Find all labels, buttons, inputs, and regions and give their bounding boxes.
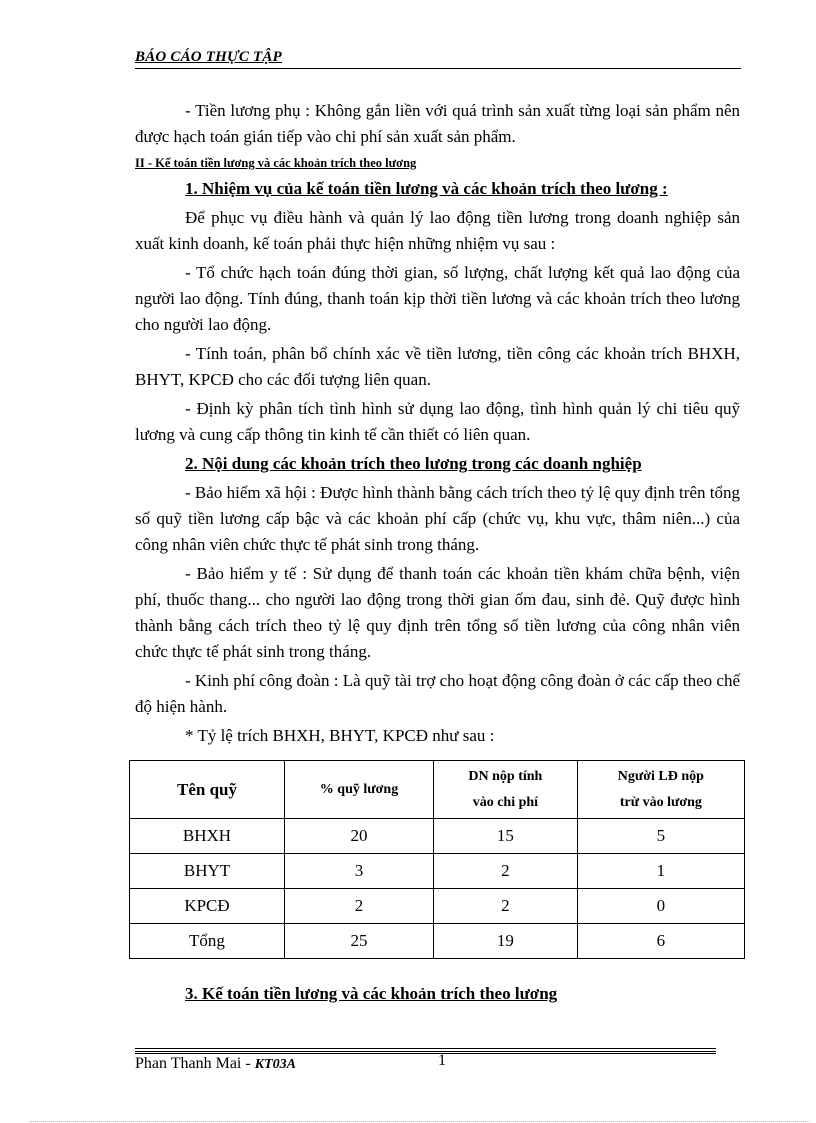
header-employee-pays [577, 761, 744, 819]
paragraph-duties-intro: Để phục vụ điều hành và quản lý lao động tiền lương trong doanh nghiệp sản xuất kinh doanh, kế toán phải thực hiện những nhiệm vụ sau : [135, 208, 740, 253]
cell-company-pays: 2 [434, 889, 578, 924]
cell-percent: 20 [285, 819, 434, 854]
cell-employee-pays: 5 [577, 819, 744, 854]
paragraph-secondary-wage: - Tiền lương phụ : Không gắn liền với quá trình sản xuất từng loại sản phẩm nên được hạch toán gián tiếp vào chi phí sản xuất sản phẩm. [135, 101, 740, 146]
footer-separator: - [241, 1055, 255, 1072]
table-row [130, 819, 745, 854]
cell-fund-name: BHXH [130, 819, 285, 854]
cell-employee-pays: 6 [577, 924, 744, 959]
cell-company-pays: 15 [434, 819, 578, 854]
table-row-total [130, 924, 745, 959]
report-title: BÁO CÁO THỰC TẬP [135, 49, 282, 65]
paragraph-duty-2: - Tính toán, phân bổ chính xác về tiền lương, tiền công các khoản trích BHXH, BHYT, KPCĐ cho các đối tượng liên quan. [135, 344, 740, 389]
header-company-pays [434, 761, 578, 819]
cell-percent: 25 [285, 924, 434, 959]
paragraph-rate-intro: * Tỷ lệ trích BHXH, BHYT, KPCĐ như sau : [185, 726, 495, 745]
cell-percent: 3 [285, 854, 434, 889]
footer-rule-line [135, 1053, 716, 1054]
header-fund-name: Tên quỹ [130, 761, 285, 819]
paragraph-health-insurance: - Bảo hiểm y tế : Sử dụng để thanh toán các khoản tiền khám chữa bệnh, viện phí, thuốc thang... cho người lao động trong thời gian ốm đau, sinh đẻ. Quỹ được hình thành bằng cách trích theo tỷ lệ quy định trên tổng số tiền lương của công nhân viên chức thực tế phát sinh trong tháng. [135, 564, 740, 661]
header-percent: % quỹ lương [285, 761, 434, 819]
cell-percent: 2 [285, 889, 434, 924]
table-row [130, 889, 745, 924]
header-employee-pays-line2: trừ vào lương [619, 794, 702, 810]
cell-employee-pays: 1 [577, 854, 744, 889]
table-row [130, 854, 745, 889]
footer-class: KT03A [254, 1057, 296, 1072]
heading-contents: 2. Nội dung các khoản trích theo lương trong các doanh nghiệp [185, 454, 642, 473]
cell-fund-name: BHYT [130, 854, 285, 889]
footer-rule [135, 1048, 716, 1054]
paragraph-duty-3: - Định kỳ phân tích tình hình sử dụng lao động, tình hình quản lý chi tiêu quỹ lương và cung cấp thông tin kinh tế cần thiết có liên quan. [135, 399, 740, 444]
paragraph-social-insurance: - Bảo hiểm xã hội : Được hình thành bằng cách trích theo tỷ lệ quy định trên tổng số quỹ tiền lương cấp bậc và các khoản phí cấp (chức vụ, khu vực, thâm niên...) của công nhân viên chức thực tế phát sinh trong tháng. [135, 483, 740, 554]
cell-company-pays: 2 [434, 854, 578, 889]
page-header [135, 48, 741, 69]
page-number: 1 [438, 1052, 446, 1069]
contribution-rate-table [129, 760, 745, 959]
footer-rule-line [135, 1048, 716, 1049]
header-company-pays-line2: vào chi phí [472, 794, 539, 810]
paragraph-duty-1: - Tổ chức hạch toán đúng thời gian, số lượng, chất lượng kết quả lao động của người lao động. Tính đúng, thanh toán kịp thời tiền lương và các khoản trích theo lương cho người lao động. [135, 263, 740, 334]
page-bottom-border [30, 1121, 810, 1122]
cell-fund-name: KPCĐ [130, 889, 285, 924]
header-employee-pays-line1: Người LĐ nộp [617, 768, 704, 784]
cell-company-pays: 19 [434, 924, 578, 959]
cell-employee-pays: 0 [577, 889, 744, 924]
paragraph-union-fee: - Kinh phí công đoàn : Là quỹ tài trợ cho hoạt động công đoàn ở các cấp theo chế độ hiện hành. [135, 671, 740, 716]
header-company-pays-line1: DN nộp tính [468, 768, 543, 784]
footer-rule-line [135, 1051, 716, 1052]
table-header-row [130, 761, 745, 819]
heading-duties: 1. Nhiệm vụ của kế toán tiền lương và các khoản trích theo lương : [185, 179, 668, 198]
heading-accounting: 3. Kế toán tiền lương và các khoản trích theo lương [185, 984, 558, 1003]
section-subheading: II - Kế toán tiền lương và các khoản trích theo lương [135, 156, 417, 170]
cell-fund-name: Tổng [130, 924, 285, 959]
page-footer [135, 1055, 296, 1073]
footer-author: Phan Thanh Mai [135, 1055, 242, 1072]
document-body [135, 98, 740, 752]
